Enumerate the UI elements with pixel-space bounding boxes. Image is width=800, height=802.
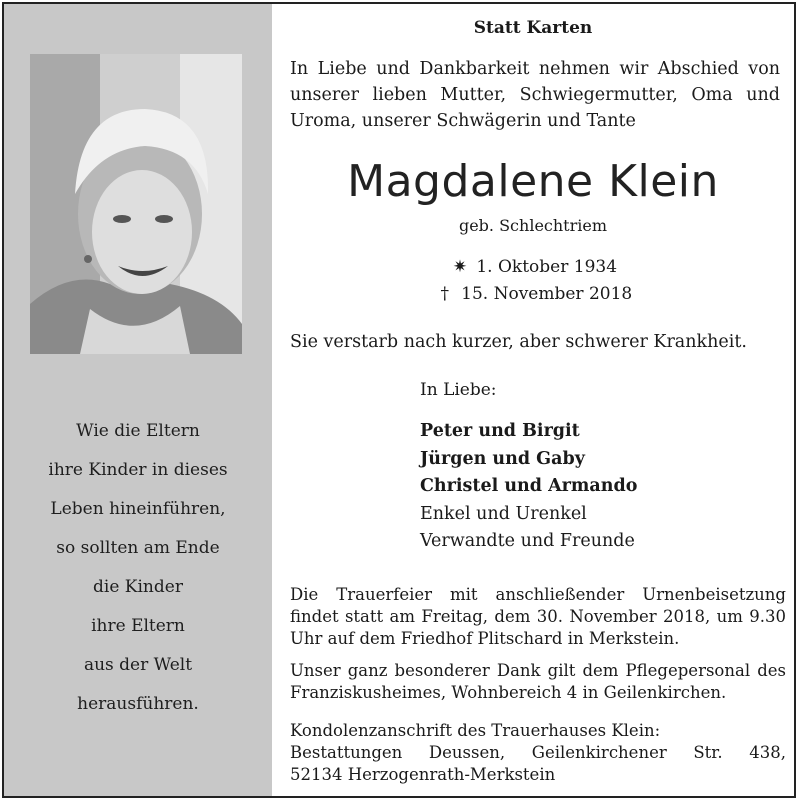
life-dates xyxy=(272,254,794,308)
birth-date: 1. Oktober 1934 xyxy=(476,257,618,277)
thanks-text: Unser ganz besonderer Dank gilt dem Pflegepersonal des Franziskusheimes, Wohnbereich 4 in Geilenkirchen. xyxy=(290,661,786,702)
birth-date-row xyxy=(272,254,794,281)
mourners-list xyxy=(420,418,637,556)
death-date: 15. November 2018 xyxy=(461,284,633,304)
deceased-name: Magdalene Klein xyxy=(347,156,719,207)
condolence-line: Bestattungen Deussen, Geilenkirchener Str. 438, xyxy=(290,743,786,762)
mourner: Peter und Birgit xyxy=(420,421,580,441)
birth-name: geb. Schlechtriem xyxy=(458,216,608,235)
mourner: Christel und Armando xyxy=(420,476,638,496)
portrait-photo xyxy=(30,54,242,354)
mourner: Enkel und Urenkel xyxy=(420,503,587,524)
right-column xyxy=(272,4,794,796)
condolence-line: Kondolenzanschrift des Trauerhauses Klein: xyxy=(290,721,661,740)
poem-line: ihre Kinder in dieses xyxy=(48,460,228,480)
left-column xyxy=(4,4,272,796)
poem-line: Wie die Eltern xyxy=(76,421,200,441)
heading: Statt Karten xyxy=(473,18,593,38)
poem-line: herausführen. xyxy=(77,694,199,714)
death-date-row xyxy=(272,281,794,308)
death-statement: Sie verstarb nach kurzer, aber schwerer Krankheit. xyxy=(290,332,747,352)
funeral-info: Die Trauerfeier mit anschließender Urnenbeisetzung findet statt am Freitag, dem 30. November 2018, um 9.30 Uhr auf dem Friedhof Plitschard in Merkstein. xyxy=(290,585,786,648)
poem-line: aus der Welt xyxy=(83,655,193,675)
poem-line: Leben hineinführen, xyxy=(50,499,226,519)
star-icon: ✷ xyxy=(452,257,468,277)
intro-text: In Liebe und Dankbarkeit nehmen wir Abschied von unserer lieben Mutter, Schwiegermutter, Oma und Uroma, unserer Schwägerin und Tante xyxy=(290,59,780,131)
poem-line: so sollten am Ende xyxy=(56,538,220,558)
in-love-label: In Liebe: xyxy=(420,380,497,400)
poem xyxy=(4,412,272,724)
condolence-address xyxy=(290,720,786,786)
mourner: Verwandte und Freunde xyxy=(420,531,635,551)
condolence-line: 52134 Herzogenrath-Merkstein xyxy=(290,765,556,784)
poem-line: ihre Eltern xyxy=(91,616,185,636)
obituary-notice xyxy=(2,2,796,798)
poem-line: die Kinder xyxy=(93,577,183,597)
cross-icon: † xyxy=(440,284,449,304)
mourner: Jürgen und Gaby xyxy=(420,448,585,469)
